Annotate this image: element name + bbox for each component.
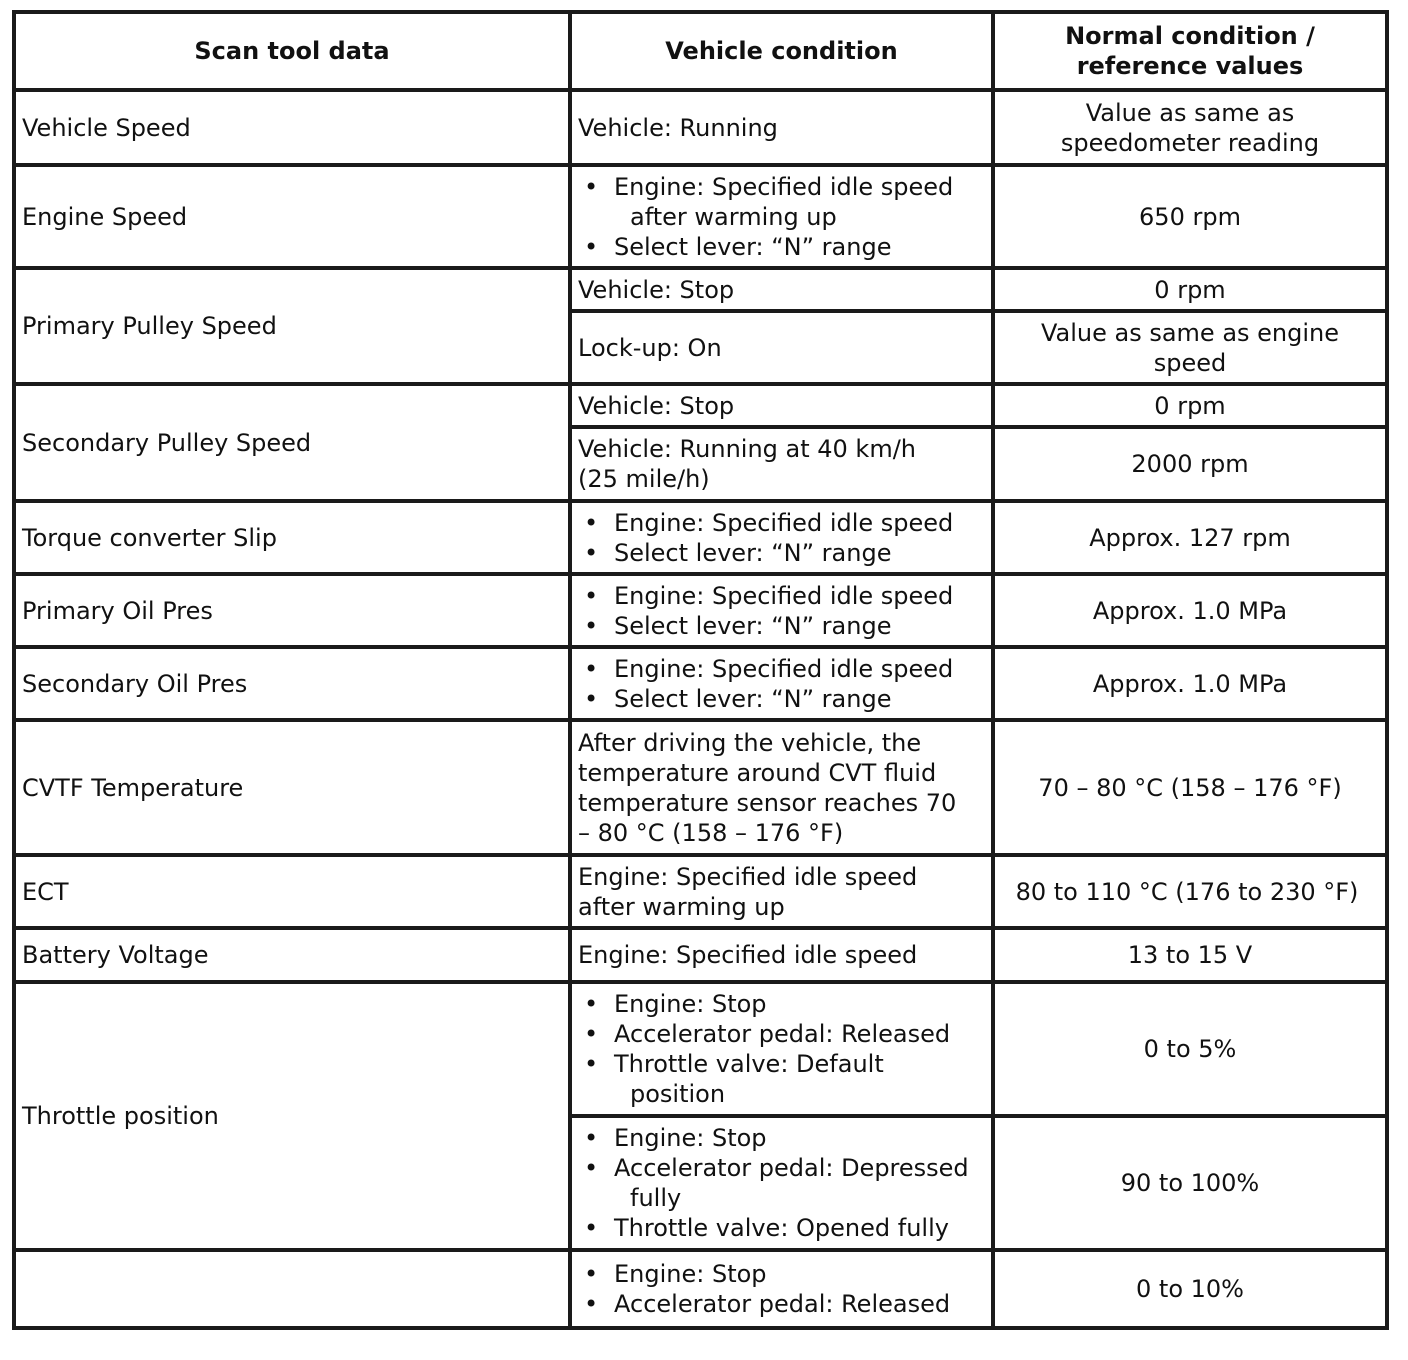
row-name-vehicle-speed: Vehicle Speed [14,90,570,165]
value-line: Value as same as [1085,98,1295,127]
condition-bullet [578,1259,985,1289]
row-value: 70 – 80 °C (158 – 176 °F) [993,720,1387,855]
condition-bullet [578,172,985,232]
scan-tool-data-table [12,10,1389,1330]
bullet-text: Engine: Specified idle speed [614,172,954,201]
row-value: Approx. 127 rpm [993,501,1387,574]
row-value: Approx. 1.0 MPa [993,647,1387,720]
condition-line: Vehicle: Running at 40 km/h [578,435,917,463]
row-value [993,90,1387,165]
row-name-secondary-oil-pres: Secondary Oil Pres [14,647,570,720]
row-value: 0 to 10% [993,1250,1387,1328]
condition-bullet [578,581,985,611]
condition-list [578,581,985,641]
bullet-text: Engine: Specified idle speed [614,654,954,683]
row-condition [570,855,993,928]
condition-bullet [578,989,985,1019]
condition-bullet [578,508,985,538]
row-value: 0 to 5% [993,982,1387,1116]
bullet-text: Engine: Stop [614,990,767,1018]
condition-line: temperature sensor reaches 70 [578,788,957,817]
row-condition [570,574,993,647]
condition-bullet [578,1213,985,1243]
condition-line: Engine: Specified idle speed [578,862,918,891]
row-name-empty [14,1250,570,1328]
condition-bullet [578,1289,985,1319]
bullet-text-cont: fully [630,1184,682,1212]
row-condition [570,501,993,574]
condition-line: (25 mile/h) [578,465,710,493]
condition-bullet [578,654,985,684]
bullet-text: Engine: Specified idle speed [614,581,954,610]
condition-line: temperature around CVT fluid [578,758,937,787]
bullet-text: Select lever: “N” range [614,611,892,640]
row-value: 0 rpm [993,384,1387,427]
bullet-text: Select lever: “N” range [614,684,892,713]
row-name-secondary-pulley-speed: Secondary Pulley Speed [14,384,570,501]
bullet-text: Engine: Stop [614,1260,767,1288]
table-row [14,1250,1387,1328]
condition-list [578,508,985,568]
condition-list [578,1123,985,1243]
row-value: 13 to 15 V [993,928,1387,982]
condition-line: After driving the vehicle, the [578,728,922,757]
value-line: speedometer reading [1060,128,1320,157]
row-condition [570,720,993,855]
condition-list [578,654,985,714]
row-value [993,855,1387,928]
condition-bullet [578,538,985,568]
row-name-torque-converter-slip: Torque converter Slip [14,501,570,574]
row-name-cvtf-temperature: CVTF Temperature [14,720,570,855]
row-condition [570,165,993,268]
value-text: 80 to 110 °C (176 to 230 °F) [1015,877,1359,906]
row-value: 0 rpm [993,268,1387,311]
bullet-text-cont: after warming up [630,202,837,231]
header-normal-condition-line1: Normal condition / [1065,22,1315,50]
bullet-text: Accelerator pedal: Released [614,1290,951,1318]
table-row [14,501,1387,574]
condition-line: after warming up [578,892,785,921]
row-condition: Vehicle: Stop [570,268,993,311]
row-name-ect: ECT [14,855,570,928]
row-name-throttle-position: Throttle position [14,982,570,1250]
condition-list [578,1259,985,1319]
row-condition [570,1250,993,1328]
row-condition: Engine: Specified idle speed [570,928,993,982]
table-row [14,384,1387,427]
header-normal-condition-line2: reference values [1076,52,1304,80]
bullet-text: Engine: Specified idle speed [614,508,954,537]
row-name-primary-pulley-speed: Primary Pulley Speed [14,268,570,384]
bullet-text: Throttle valve: Opened fully [614,1214,949,1242]
row-value [993,311,1387,384]
condition-list [578,172,985,262]
row-condition [570,982,993,1116]
spec-table-container [12,10,1389,1330]
condition-bullet [578,1019,985,1049]
condition-bullet [578,684,985,714]
row-condition: Vehicle: Running [570,90,993,165]
row-value: 2000 rpm [993,427,1387,501]
condition-line: – 80 °C (158 – 176 °F) [578,818,844,847]
row-value: Approx. 1.0 MPa [993,574,1387,647]
table-row [14,928,1387,982]
bullet-text: Engine: Stop [614,1124,767,1152]
row-condition [570,1116,993,1250]
value-line: speed [1153,348,1227,377]
condition-bullet [578,232,985,262]
table-row [14,720,1387,855]
condition-bullet [578,1123,985,1153]
table-row [14,982,1387,1116]
table-row [14,574,1387,647]
bullet-text: Throttle valve: Default [614,1050,884,1078]
bullet-text: Select lever: “N” range [614,232,892,261]
row-condition: Lock-up: On [570,311,993,384]
condition-list [578,989,985,1109]
bullet-text: Select lever: “N” range [614,538,892,567]
header-normal-condition [993,12,1387,90]
table-row [14,855,1387,928]
condition-bullet [578,1153,985,1213]
bullet-text: Accelerator pedal: Depressed [614,1154,969,1182]
value-line: Value as same as engine [1040,318,1340,347]
table-row [14,90,1387,165]
header-row [14,12,1387,90]
table-row [14,647,1387,720]
header-vehicle-condition: Vehicle condition [570,12,993,90]
row-value: 90 to 100% [993,1116,1387,1250]
condition-bullet [578,1049,985,1109]
row-value: 650 rpm [993,165,1387,268]
row-condition [570,427,993,501]
bullet-text-cont: position [630,1080,726,1108]
row-name-engine-speed: Engine Speed [14,165,570,268]
table-row [14,268,1387,311]
header-scan-tool-data: Scan tool data [14,12,570,90]
bullet-text: Accelerator pedal: Released [614,1020,951,1048]
table-row [14,165,1387,268]
row-condition: Vehicle: Stop [570,384,993,427]
row-condition [570,647,993,720]
row-name-battery-voltage: Battery Voltage [14,928,570,982]
row-name-primary-oil-pres: Primary Oil Pres [14,574,570,647]
condition-bullet [578,611,985,641]
